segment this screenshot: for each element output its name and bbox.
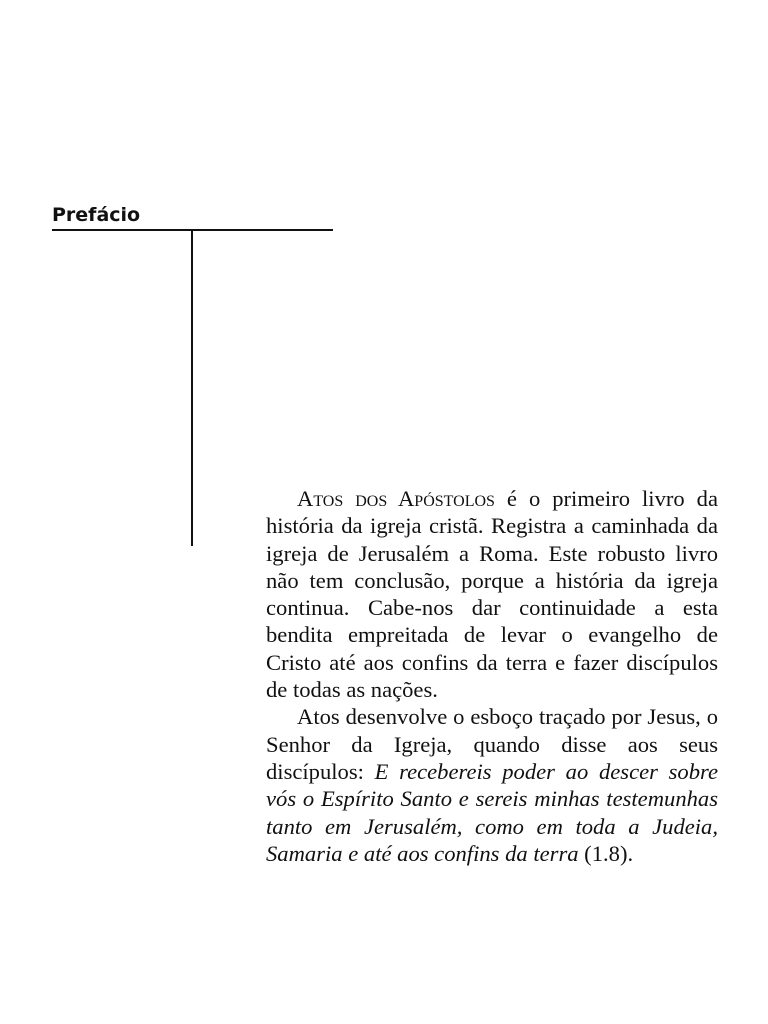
paragraph-2-text: Atos desenvolve o esboço traçado por Jesus, o Senhor da Igreja, quando disse aos seus discípulos: — [266, 704, 718, 784]
book-title-smallcaps: Atos dos Apóstolos — [297, 486, 495, 511]
paragraph-1-text: é o primeiro livro da história da igreja cristã. Registra a caminhada da igreja de Jerusalém a Roma. Este robusto livro não tem conclusão, porque a história da igreja continua. Cabe-nos dar continuidade a esta bendita empreitada de levar o evangelho de Cristo até aos confins da terra e fazer discípulos de todas as nações. — [266, 486, 718, 703]
paragraph-1 — [266, 485, 718, 703]
scripture-quote: E recebereis poder ao descer sobre vós o Espírito Santo e sereis minhas testemunhas tanto em Jerusalém, como em toda a Judeia, Samaria e até aos confins da terra — [266, 758, 718, 866]
preface-body — [266, 485, 718, 867]
vertical-rule — [191, 229, 193, 546]
paragraph-2 — [266, 703, 718, 867]
page-title: Prefácio — [52, 204, 141, 226]
scripture-reference: (1.8). — [578, 840, 634, 866]
